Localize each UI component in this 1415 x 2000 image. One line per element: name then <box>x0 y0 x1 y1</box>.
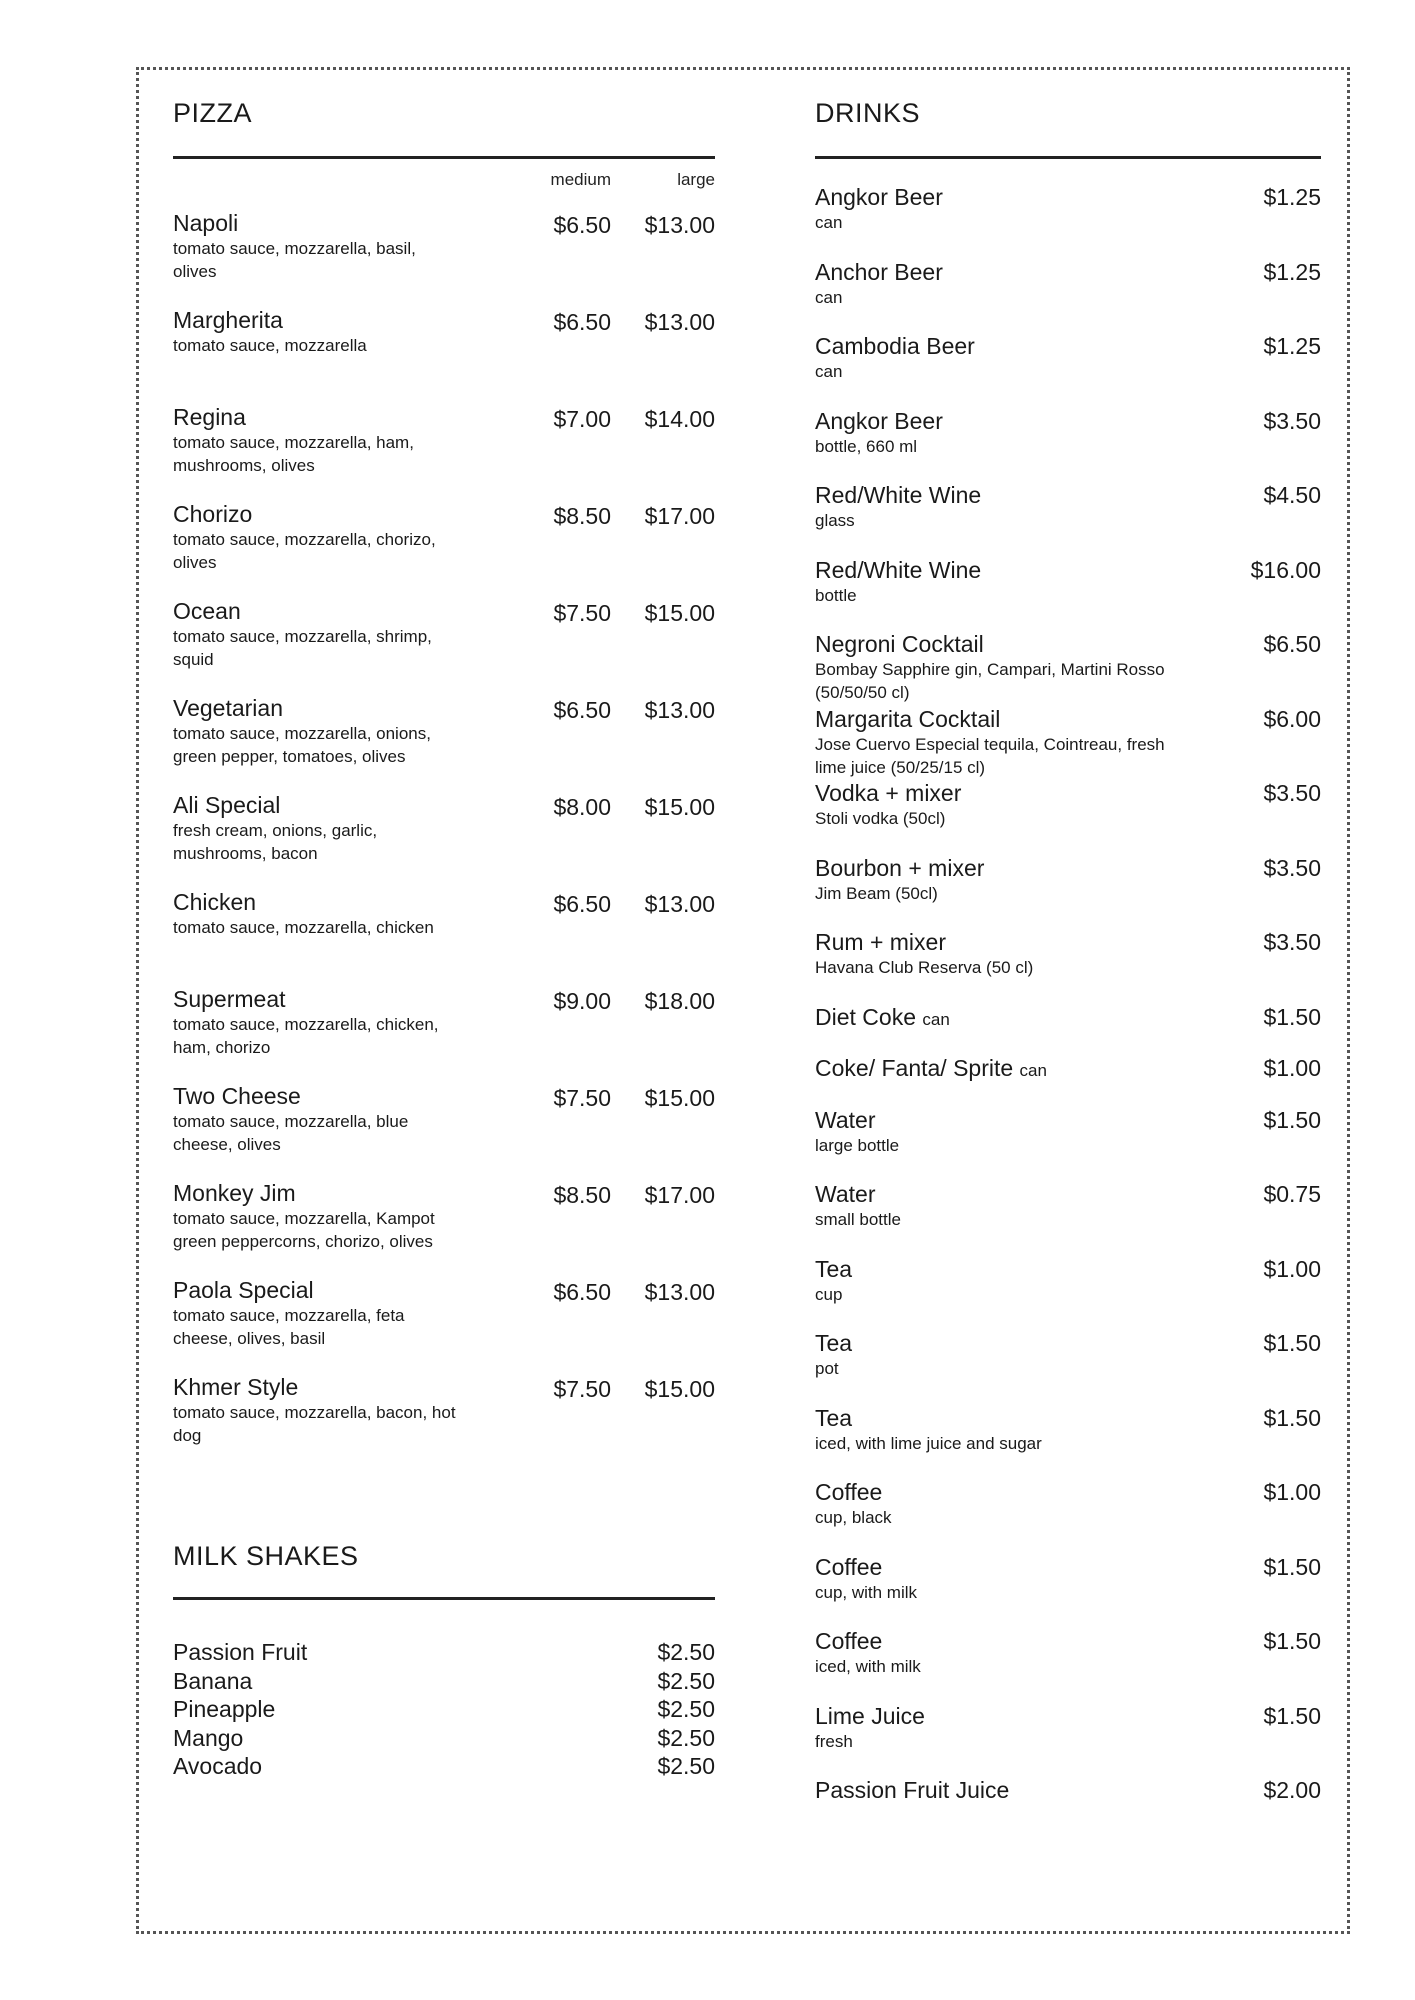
pizza-price-medium: $6.50 <box>553 891 611 917</box>
drink-price: $6.50 <box>1263 631 1321 657</box>
milkshake-name: Pineapple <box>173 1696 276 1722</box>
drink-item <box>815 1330 1321 1405</box>
drink-description: cup, black <box>815 1508 892 1527</box>
drink-price: $1.50 <box>1263 1003 1321 1030</box>
drink-name <box>815 1181 1321 1208</box>
pizza-item <box>173 501 715 598</box>
pizza-list <box>173 210 715 1471</box>
drink-name <box>815 1554 1321 1581</box>
drink-name-text: Rum + mixer <box>815 929 946 955</box>
pizza-price-large: $13.00 <box>644 697 715 723</box>
pizza-price-large: $15.00 <box>644 1085 715 1111</box>
drink-name-text: Water <box>815 1106 876 1133</box>
pizza-description: tomato sauce, mozzarella, blue cheese, olives <box>173 1112 409 1154</box>
pizza-item <box>173 986 715 1083</box>
milkshake-price: $2.50 <box>657 1696 715 1722</box>
drink-description: bottle <box>815 585 857 605</box>
pizza-name: Regina <box>173 404 246 430</box>
pizza-item <box>173 792 715 889</box>
pizza-description: tomato sauce, mozzarella, chicken, ham, chorizo <box>173 1015 439 1057</box>
drink-name <box>815 1107 1321 1134</box>
drink-item <box>815 1628 1321 1703</box>
drink-price: $1.25 <box>1263 258 1321 285</box>
drink-item <box>815 1777 1321 1829</box>
drink-description: bottle, 660 ml <box>815 436 918 456</box>
pizza-price-medium: $6.50 <box>553 1279 611 1305</box>
pizza-item <box>173 695 715 792</box>
pizza-name: Chorizo <box>173 501 253 527</box>
pizza-name: Napoli <box>173 210 239 236</box>
drink-name <box>815 631 1321 658</box>
pizza-description: tomato sauce, mozzarella, basil, olives <box>173 239 416 281</box>
milkshake-item <box>173 1667 715 1696</box>
drink-price: $0.75 <box>1263 1181 1321 1207</box>
pizza-item <box>173 307 715 404</box>
drink-item <box>815 631 1321 706</box>
drink-name <box>815 482 1321 509</box>
drink-price: $3.50 <box>1263 780 1321 806</box>
drink-name-text: Tea <box>815 1404 853 1431</box>
drink-name <box>815 780 1321 807</box>
drink-price: $6.00 <box>1263 705 1321 732</box>
drink-item <box>815 929 1321 1004</box>
drink-name-text: Coffee <box>815 1628 883 1654</box>
drink-price: $1.25 <box>1263 333 1321 359</box>
drink-item <box>815 259 1321 334</box>
drink-name <box>815 333 1321 360</box>
drink-price: $1.50 <box>1263 1106 1321 1133</box>
pizza-name: Ocean <box>173 598 241 624</box>
milkshake-price: $2.50 <box>657 1753 715 1779</box>
drink-name <box>815 1330 1321 1357</box>
pizza-description: tomato sauce, mozzarella, shrimp, squid <box>173 627 432 669</box>
pizza-name: Ali Special <box>173 792 281 818</box>
pizza-item <box>173 1374 715 1471</box>
pizza-description: tomato sauce, mozzarella, chorizo, olives <box>173 530 436 572</box>
drink-name <box>815 1777 1321 1804</box>
drink-description: glass <box>815 511 855 530</box>
drink-description: Jose Cuervo Especial tequila, Cointreau, fresh lime juice (50/25/15 cl) <box>815 734 1165 777</box>
drink-name <box>815 408 1321 435</box>
drink-name-text: Red/White Wine <box>815 556 982 583</box>
milkshake-name: Passion Fruit <box>173 1639 308 1665</box>
drink-name-text: Diet Coke <box>815 1003 916 1030</box>
pizza-description: tomato sauce, mozzarella, ham, mushrooms, olives <box>173 433 414 475</box>
menu-frame <box>136 67 1350 1934</box>
drink-description: cup <box>815 1284 843 1304</box>
pizza-description: tomato sauce, mozzarella <box>173 336 367 355</box>
pizza-price-medium: $8.00 <box>553 794 611 820</box>
drink-description: can <box>815 362 843 381</box>
drink-name-text: Lime Juice <box>815 1702 925 1729</box>
drink-description: pot <box>815 1359 839 1378</box>
pizza-price-medium: $7.50 <box>553 600 611 626</box>
milkshake-item <box>173 1695 715 1724</box>
drink-name-text: Margarita Cocktail <box>815 705 1001 732</box>
drink-name <box>815 1055 1321 1084</box>
drink-description: can <box>815 213 843 232</box>
drink-name <box>815 184 1321 211</box>
milkshake-name: Mango <box>173 1724 244 1751</box>
pizza-item <box>173 1083 715 1180</box>
pizza-price-medium: $6.50 <box>553 212 611 238</box>
drink-price: $1.25 <box>1263 184 1321 210</box>
pizza-price-large: $14.00 <box>644 406 715 432</box>
drink-item <box>815 408 1321 483</box>
drink-name-text: Negroni Cocktail <box>815 631 984 657</box>
drink-name <box>815 1703 1321 1730</box>
drink-item <box>815 1004 1321 1056</box>
pizza-item <box>173 210 715 307</box>
drink-name <box>815 1004 1321 1033</box>
drink-item <box>815 1107 1321 1182</box>
milkshake-price: $2.50 <box>657 1667 715 1694</box>
drinks-list <box>815 184 1321 1829</box>
drink-price: $1.00 <box>1263 1055 1321 1081</box>
drink-item <box>815 184 1321 259</box>
drink-name-text: Angkor Beer <box>815 184 943 210</box>
drink-description: can <box>815 287 843 307</box>
drink-description: Bombay Sapphire gin, Campari, Martini Rosso (50/50/50 cl) <box>815 660 1165 702</box>
pizza-price-large: $13.00 <box>644 1279 715 1305</box>
milkshake-price: $2.50 <box>657 1724 715 1751</box>
pizza-name: Chicken <box>173 889 257 915</box>
drink-name-text: Anchor Beer <box>815 258 943 285</box>
pizza-item <box>173 404 715 501</box>
pizza-description: tomato sauce, mozzarella, chicken <box>173 918 434 937</box>
drink-item <box>815 1256 1321 1331</box>
drink-price: $1.50 <box>1263 1330 1321 1356</box>
pizza-price-large: $13.00 <box>644 212 715 238</box>
drink-name-text: Tea <box>815 1330 853 1356</box>
pizza-price-large: $18.00 <box>644 988 715 1014</box>
pizza-item <box>173 598 715 695</box>
pizza-price-medium: $9.00 <box>553 988 611 1014</box>
pizza-price-large: $15.00 <box>644 794 715 820</box>
drink-description: iced, with lime juice and sugar <box>815 1433 1042 1453</box>
drinks-divider <box>815 156 1321 159</box>
pizza-description: tomato sauce, mozzarella, Kampot green peppercorns, chorizo, olives <box>173 1209 435 1251</box>
pizza-price-medium: $8.50 <box>553 503 611 529</box>
drink-description: small bottle <box>815 1210 901 1229</box>
pizza-price-large: $17.00 <box>644 1182 715 1208</box>
drink-description: iced, with milk <box>815 1657 921 1676</box>
large-column-header: large <box>677 170 715 189</box>
pizza-item <box>173 889 715 986</box>
drink-item <box>815 1554 1321 1629</box>
drink-item <box>815 706 1321 781</box>
milkshake-list <box>173 1638 715 1781</box>
drink-price: $2.00 <box>1263 1777 1321 1803</box>
drink-price: $1.00 <box>1263 1255 1321 1282</box>
pizza-price-large: $15.00 <box>644 1376 715 1402</box>
pizza-description: fresh cream, onions, garlic, mushrooms, bacon <box>173 821 378 863</box>
drink-item <box>815 333 1321 408</box>
pizza-name: Two Cheese <box>173 1083 301 1109</box>
pizza-description: tomato sauce, mozzarella, feta cheese, olives, basil <box>173 1306 405 1348</box>
drink-price: $1.50 <box>1263 1553 1321 1580</box>
drink-item <box>815 855 1321 930</box>
drink-name <box>815 1628 1321 1655</box>
drink-name-text: Tea <box>815 1255 853 1282</box>
drink-name-text: Bourbon + mixer <box>815 854 985 881</box>
pizza-price-medium: $7.50 <box>553 1376 611 1402</box>
drink-name <box>815 557 1321 584</box>
drink-description: Stoli vodka (50cl) <box>815 809 946 828</box>
drink-price: $1.50 <box>1263 1628 1321 1654</box>
pizza-price-medium: $8.50 <box>553 1182 611 1208</box>
drink-name-text: Coffee <box>815 1553 883 1580</box>
drink-item <box>815 557 1321 632</box>
drink-item <box>815 1479 1321 1554</box>
drink-name <box>815 929 1321 956</box>
drink-serving: can <box>1019 1061 1047 1080</box>
drink-name <box>815 1405 1321 1432</box>
milkshake-price: $2.50 <box>657 1639 715 1665</box>
milkshake-item <box>173 1724 715 1753</box>
pizza-name: Vegetarian <box>173 695 283 721</box>
milkshakes-divider <box>173 1597 715 1600</box>
drink-name-text: Water <box>815 1181 876 1207</box>
drink-description: Jim Beam (50cl) <box>815 883 938 903</box>
pizza-name: Supermeat <box>173 986 286 1012</box>
milkshake-item <box>173 1638 715 1667</box>
drink-serving: can <box>922 1009 950 1029</box>
pizza-price-large: $13.00 <box>644 309 715 335</box>
pizza-price-medium: $7.50 <box>553 1085 611 1111</box>
pizza-description: tomato sauce, mozzarella, bacon, hot dog <box>173 1403 456 1445</box>
pizza-name: Khmer Style <box>173 1374 299 1400</box>
pizza-name: Paola Special <box>173 1277 314 1303</box>
pizza-divider <box>173 156 715 159</box>
drink-price: $4.50 <box>1263 482 1321 508</box>
drink-item <box>815 1055 1321 1107</box>
drink-name <box>815 1479 1321 1506</box>
drink-description: Havana Club Reserva (50 cl) <box>815 958 1034 977</box>
drink-name-text: Cambodia Beer <box>815 333 975 359</box>
milkshakes-heading: MILK SHAKES <box>173 1541 359 1571</box>
drink-name <box>815 1256 1321 1283</box>
drink-description: large bottle <box>815 1135 900 1155</box>
drink-price: $3.50 <box>1263 407 1321 434</box>
drink-price: $1.50 <box>1263 1404 1321 1431</box>
drink-price: $3.50 <box>1263 854 1321 881</box>
drink-item <box>815 1405 1321 1480</box>
pizza-item <box>173 1277 715 1374</box>
drink-item <box>815 482 1321 557</box>
drink-price: $1.00 <box>1263 1479 1321 1505</box>
milkshake-name: Avocado <box>173 1753 263 1779</box>
drink-price: $1.50 <box>1263 1702 1321 1729</box>
pizza-price-large: $17.00 <box>644 503 715 529</box>
pizza-price-large: $13.00 <box>644 891 715 917</box>
drink-price: $3.50 <box>1263 929 1321 955</box>
pizza-name: Margherita <box>173 307 283 333</box>
medium-column-header: medium <box>550 170 611 189</box>
drink-name-text: Red/White Wine <box>815 482 982 508</box>
pizza-price-large: $15.00 <box>644 600 715 626</box>
drink-name <box>815 706 1321 733</box>
pizza-heading: PIZZA <box>173 98 253 128</box>
drink-name <box>815 259 1321 286</box>
pizza-price-medium: $7.00 <box>553 406 611 432</box>
drink-item <box>815 1181 1321 1256</box>
drink-name-text: Vodka + mixer <box>815 780 962 806</box>
drink-name-text: Coffee <box>815 1479 883 1505</box>
pizza-price-medium: $6.50 <box>553 309 611 335</box>
drink-description: fresh <box>815 1731 853 1751</box>
drink-name-text: Coke/ Fanta/ Sprite <box>815 1055 1014 1081</box>
drinks-heading: DRINKS <box>815 98 921 128</box>
pizza-item <box>173 1180 715 1277</box>
milkshake-name: Banana <box>173 1667 253 1694</box>
drink-name <box>815 855 1321 882</box>
drink-description: cup, with milk <box>815 1582 918 1602</box>
drink-price: $16.00 <box>1250 556 1321 583</box>
drink-name-text: Passion Fruit Juice <box>815 1777 1010 1803</box>
pizza-name: Monkey Jim <box>173 1180 296 1206</box>
pizza-description: tomato sauce, mozzarella, onions, green pepper, tomatoes, olives <box>173 724 431 766</box>
pizza-price-medium: $6.50 <box>553 697 611 723</box>
milkshake-item <box>173 1752 715 1781</box>
drink-item <box>815 1703 1321 1778</box>
drink-name-text: Angkor Beer <box>815 407 943 434</box>
drink-item <box>815 780 1321 855</box>
